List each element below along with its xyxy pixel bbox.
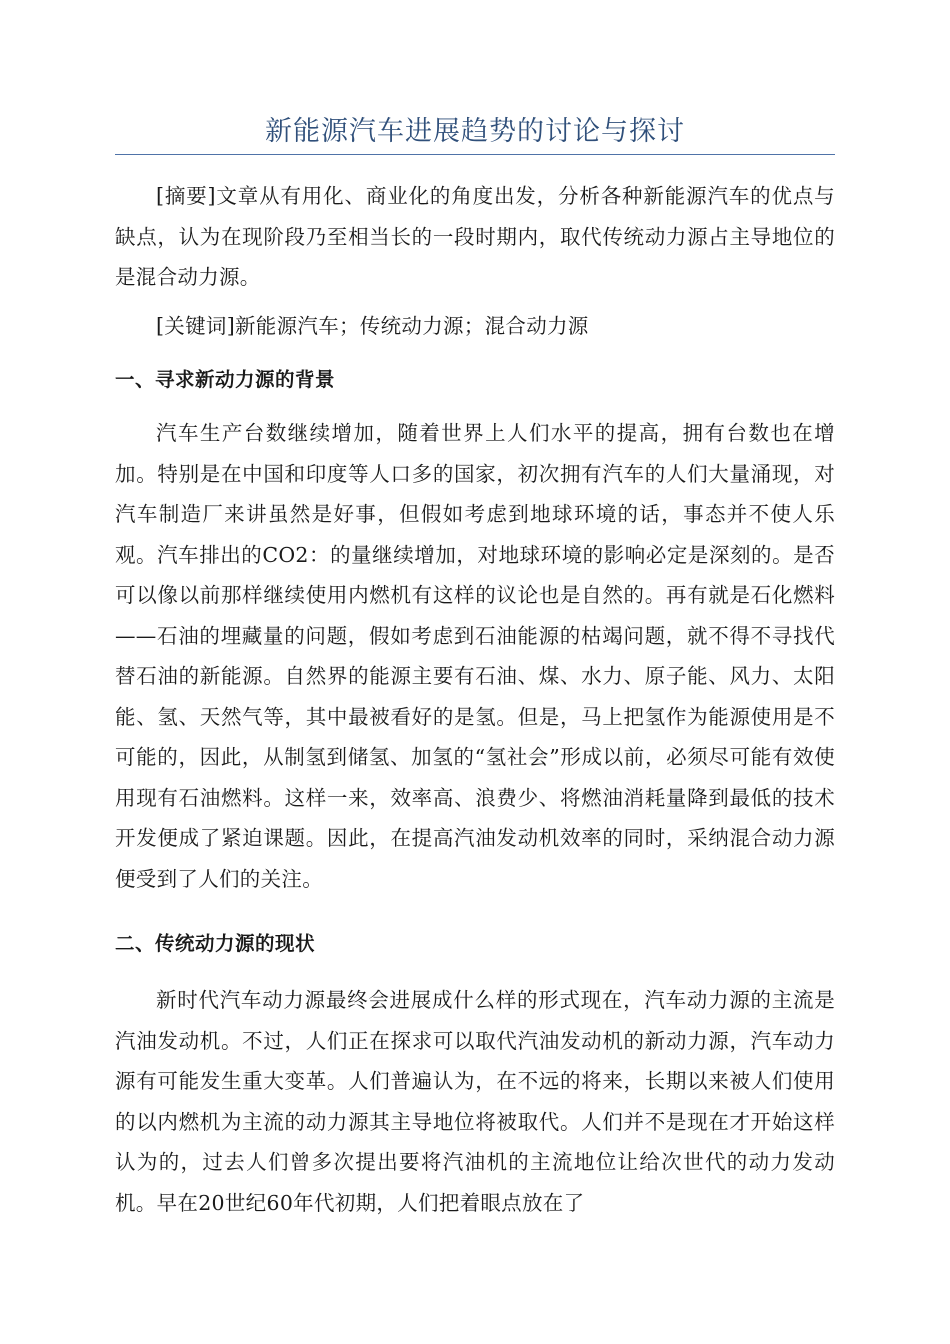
document-title: 新能源汽车进展趋势的讨论与探讨 [265,116,685,147]
keywords-paragraph: [关键词]新能源汽车；传统动力源；混合动力源 [156,314,589,338]
abstract-paragraph: [摘要]文章从有用化、商业化的角度出发，分析各种新能源汽车的优点与缺点，认为在现阶段乃至相当长的一段时期内，取代传统动力源占主导地位的是混合动力源。 [115,184,835,289]
section-heading-background: 一、寻求新动力源的背景 [115,368,336,391]
section-heading-traditional-power: 二、传统动力源的现状 [115,932,316,955]
section-body-traditional-power: 新时代汽车动力源最终会进展成什么样的形式现在，汽车动力源的主流是汽油发动机。不过，人们正在探求可以取代汽油发动机的新动力源，汽车动力源有可能发生重大变革。人们普遍认为，在不远的将来，长期以来被人们使用的以内燃机为主流的动力源其主导地位将被取代。人们并不是现在才开始这样认为的，过去人们曾多次提出要将汽油机的主流地位让给次世代的动力发动机。早在20世纪60年代初期，人们把着眼点放在了 [115,988,835,1215]
section-body-background: 汽车生产台数继续增加，随着世界上人们水平的提高，拥有台数也在增加。特别是在中国和印度等人口多的国家，初次拥有汽车的人们大量涌现，对汽车制造厂来讲虽然是好事，但假如考虑到地球环境的话，事态并不使人乐观。汽车排出的CO2：的量继续增加，对地球环境的影响必定是深刻的。是否可以像以前那样继续使用内燃机有这样的议论也是自然的。再有就是石化燃料——石油的埋藏量的问题，假如考虑到石油能源的枯竭问题，就不得不寻找代替石油的新能源。自然界的能源主要有石油、煤、水力、原子能、风力、太阳能、氢、天然气等，其中最被看好的是氢。但是，马上把氢作为能源使用是不可能的，因此，从制氢到储氢、加氢的“氢社会”形成以前，必须尽可能有效使用现有石油燃料。这样一来，效率高、浪费少、将燃油消耗量降到最低的技术开发便成了紧迫课题。因此，在提高汽油发动机效率的同时，采纳混合动力源便受到了人们的关注。 [115,421,835,891]
title-underline [115,154,835,155]
